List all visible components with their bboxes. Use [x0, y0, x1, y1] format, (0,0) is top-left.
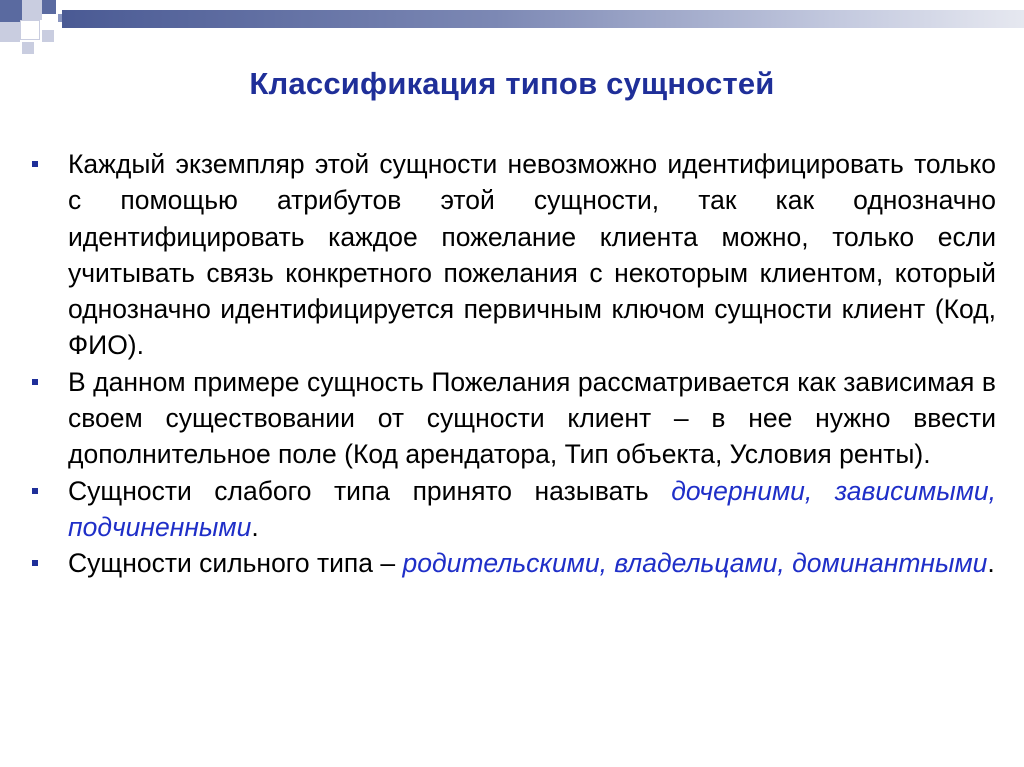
list-item	[30, 473, 996, 546]
item-emphasis: родительскими, владельцами, доминантными	[402, 548, 988, 579]
item-text: Сущности сильного типа –	[68, 548, 403, 579]
decor-square	[42, 0, 56, 14]
list-item	[30, 545, 996, 581]
bullet-list	[30, 146, 996, 582]
item-suffix: .	[251, 511, 259, 542]
item-text: Сущности слабого типа принято называть	[68, 475, 672, 506]
item-text: В данном примере сущность Пожелания рассматривается как зависимая в своем существовании от сущности клиент – в нее нужно ввести дополнительное поле (Код арендатора, Тип объекта, Условия ренты).	[68, 366, 996, 470]
decor-square	[22, 0, 42, 20]
decor-square	[0, 0, 22, 22]
decor-square	[22, 42, 34, 54]
decor-square	[20, 20, 40, 40]
decor-square	[0, 22, 20, 42]
square-bullet-icon	[32, 161, 38, 167]
slide-title: Классификация типов сущностей	[249, 66, 775, 101]
decor-square	[42, 30, 54, 42]
square-bullet-icon	[32, 560, 38, 566]
item-text: Каждый экземпляр этой сущности невозможно идентифицировать только с помощью атрибутов этой сущности, так как однозначно идентифицировать каждое пожелание клиента можно, только если учитывать связь конкретного пожелания с некоторым клиентом, который однозначно идентифицируется первичным ключом сущности клиент (Код, ФИО).	[68, 149, 996, 361]
list-item	[30, 364, 996, 473]
header-gradient-bar	[62, 10, 1024, 28]
list-item	[30, 146, 996, 364]
square-bullet-icon	[32, 488, 38, 494]
item-emphasis: дочерними, зависимыми, подчиненными	[68, 475, 996, 542]
item-suffix: .	[987, 548, 995, 579]
square-bullet-icon	[32, 379, 38, 385]
